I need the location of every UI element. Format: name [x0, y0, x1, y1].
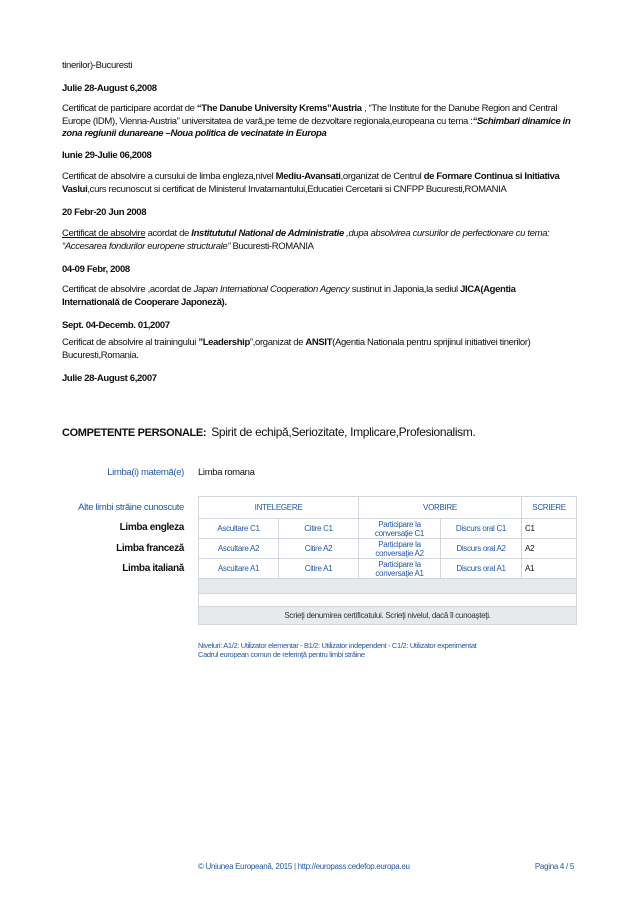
personal-competences: [62, 423, 475, 441]
entry-date-2007-july: Julie 28-August 6,2007: [62, 373, 157, 384]
table-row: [199, 519, 577, 539]
cell-citire: Citire C1: [279, 519, 359, 539]
cell-participare: Participare la conversaţie A1: [359, 559, 441, 579]
certificate-row: [199, 607, 577, 625]
entry-date-2007-sept: Sept. 04-Decemb. 01,2007: [62, 320, 170, 331]
entry-date-2008-july: Julie 28-August 6,2008: [62, 83, 157, 94]
header-intelegere: INTELEGERE: [199, 497, 359, 519]
levels-note: [198, 641, 476, 659]
entry-date-2008-june: Iunie 29-Julie 06,2008: [62, 150, 152, 161]
entry-date-2008-feb-jun: 20 Febr-20 Jun 2008: [62, 207, 147, 218]
cell-discurs: Discurs oral A2: [441, 539, 522, 559]
levels-line-2: Cadrul european comun de referinţă pentru limbi străine: [198, 650, 365, 659]
entry-description-ina: Certificat de absolvire acordat de Institututul National de Administratie ,dupa absolvirea cursurilor de perfectionare cu tema: “Accesarea fondurilor europene structurale” Bucuresti-ROMANIA: [62, 228, 550, 252]
table-row: [199, 539, 577, 559]
footer-page-number: Pagina 4 / 5: [534, 862, 574, 871]
cell-ascultare: Ascultare C1: [199, 519, 279, 539]
mother-tongue-value: Limba romana: [198, 467, 255, 478]
competences-label: COMPETENTE PERSONALE:: [62, 427, 207, 439]
table-row-empty: [199, 579, 577, 594]
entry-description-leadership: Cerificat de absolvire al trainingului ”Leadership”,organizat de ANSIT(Agentia Nationala pentru sprijinul initiativei tinerilor) Bucuresti,Romania.: [62, 337, 531, 361]
cell-scriere: C1: [522, 519, 577, 539]
language-name-french: Limba franceză: [116, 543, 184, 554]
language-name-english: Limba engleza: [119, 522, 184, 533]
table-row: [199, 559, 577, 579]
blank-cell: [199, 594, 577, 607]
language-skills-table: [198, 496, 577, 625]
empty-grey-cell: [199, 579, 577, 594]
other-languages-label: Alte limbi străine cunoscute: [78, 502, 184, 513]
language-name-italian: Limba italiană: [122, 563, 184, 574]
table-header-row: [199, 497, 577, 519]
levels-line-1: Niveluri: A1/2: Utilizator elementar - B1/2: Utilizator independent - C1/2: Utilizator experimentat: [198, 641, 477, 650]
cell-ascultare: Ascultare A2: [199, 539, 279, 559]
cell-participare: Participare la conversaţie C1: [359, 519, 441, 539]
header-vorbire: VORBIRE: [359, 497, 522, 519]
table-row-blank: [199, 594, 577, 607]
footer-copyright: © Uniunea Europeană, 2015 | http://europass.cedefop.europa.eu: [198, 862, 410, 871]
cell-ascultare: Ascultare A1: [199, 559, 279, 579]
competences-value: Spirit de echipă,Seriozitate, Implicare,Profesionalism.: [211, 425, 476, 439]
mother-tongue-label: Limba(i) maternă(e): [107, 467, 184, 478]
certificate-note: Scrieţi denumirea certificatului. Scrieţi nivelul, dacă îl cunoaşteţi.: [199, 607, 577, 625]
cell-citire: Citire A1: [279, 559, 359, 579]
cell-discurs: Discurs oral C1: [441, 519, 522, 539]
entry-text-tinerilor: tinerilor)-Bucuresti: [62, 60, 133, 71]
cell-discurs: Discurs oral A1: [441, 559, 522, 579]
cell-scriere: A2: [522, 539, 577, 559]
cell-citire: Citire A2: [279, 539, 359, 559]
header-scriere: SCRIERE: [522, 497, 577, 519]
entry-description-danube: Certificat de participare acordat de “The Danube University Krems”Austria , “The Institute for the Danube Region and Central Europe (IDM), Vienna-Austria” universitatea de vară,pe teme de dezvoltare regionala,europeana cu tema :“Schimbari dinamice in zona regiunii dunareane –Noua politica de vecinatate in Europa: [62, 103, 571, 139]
cell-participare: Participare la conversaţie A2: [359, 539, 441, 559]
entry-date-2008-feb: 04-09 Febr, 2008: [62, 264, 130, 275]
cell-scriere: A1: [522, 559, 577, 579]
entry-description-english-course: Certificat de absolvire a cursului de limba engleza,nivel Mediu-Avansati,organizat de Centrul de Formare Continua si Initiativa Vaslui,curs recunoscut si certificat de Ministerul Invatamantului,Educatiei Cercetarii si CNFPP Bucuresti,ROMANIA: [62, 171, 560, 195]
entry-description-jica: Certificat de absolvire ,acordat de Japan International Cooperation Agency sustinut in Japonia,la sediul JICA(Agentia Internatională de Cooperare Japoneză).: [62, 284, 516, 308]
